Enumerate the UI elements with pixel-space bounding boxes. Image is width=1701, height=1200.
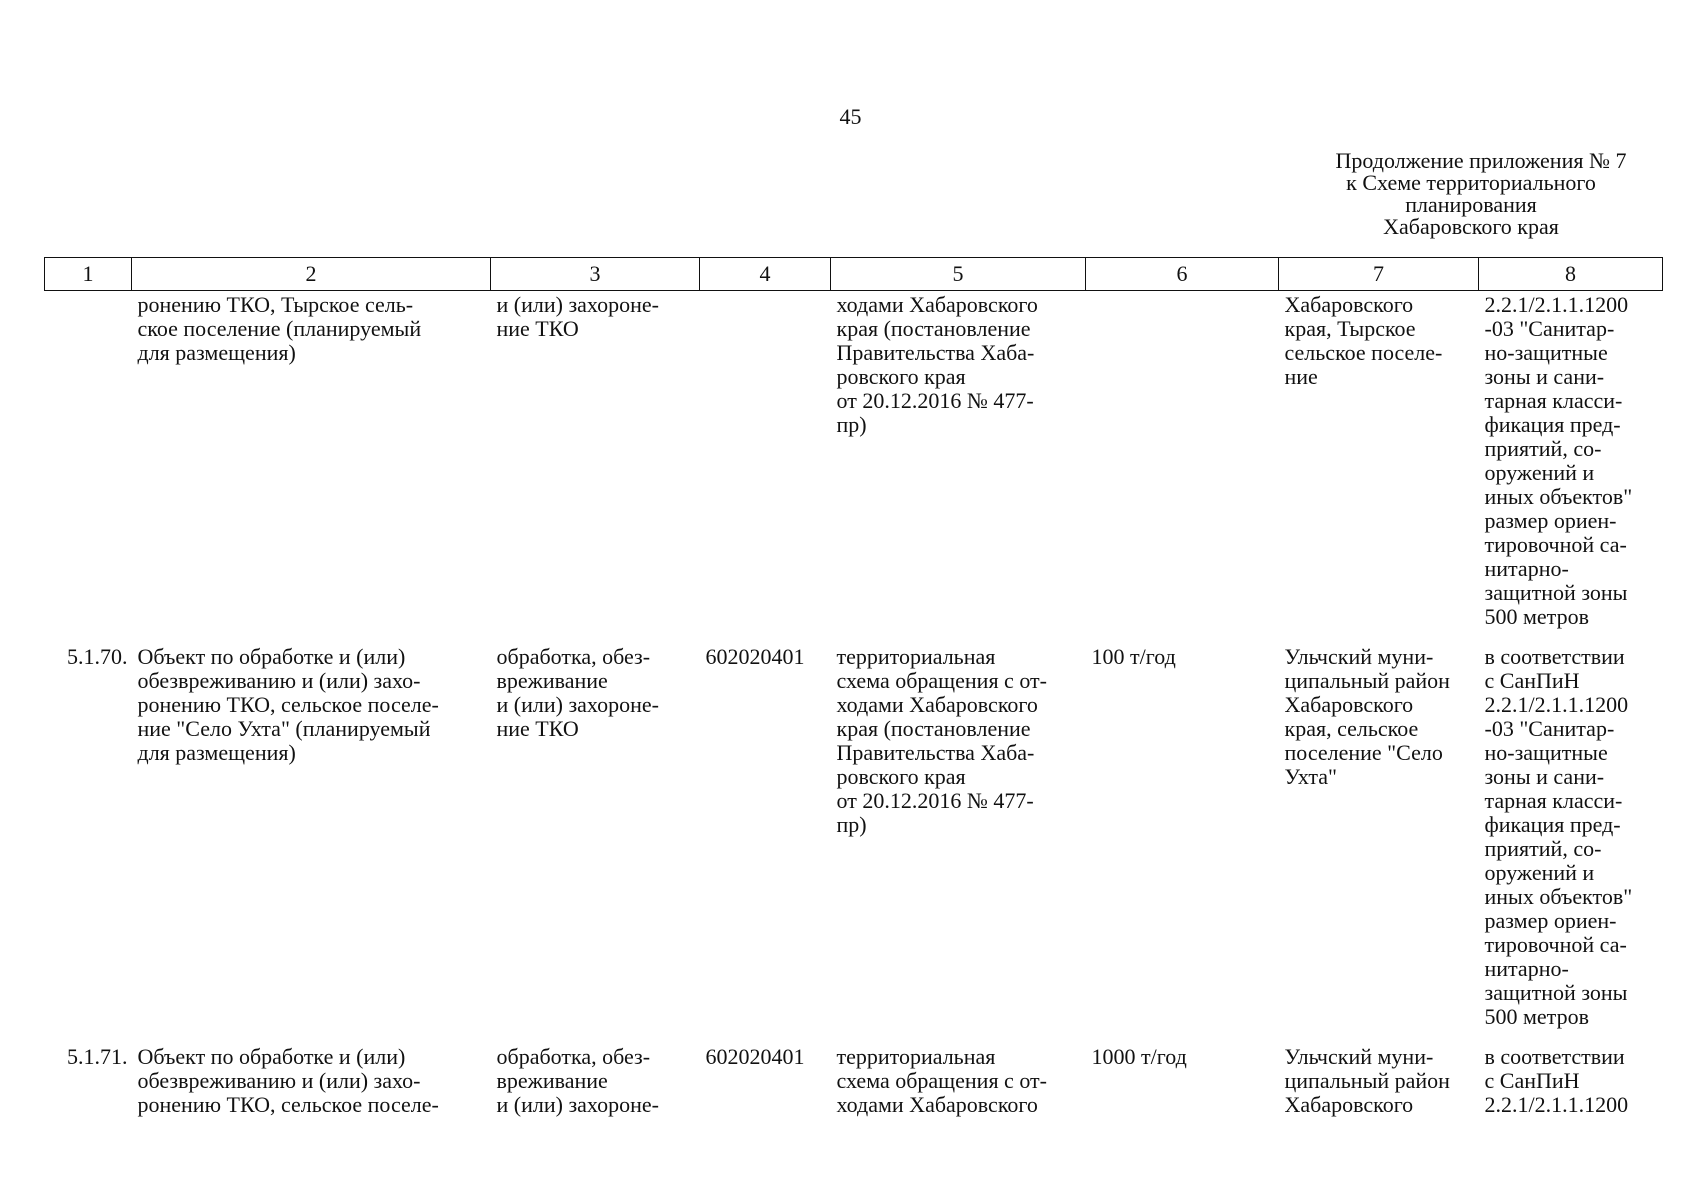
cell-number (45, 291, 132, 644)
table-row-5-1-70 (45, 643, 1663, 1043)
cell-purpose: и (или) захороне- ние ТКО (496, 292, 659, 341)
cell-zone-info: в соответствии с СанПиН 2.2.1/2.1.1.1200 (1484, 1044, 1629, 1117)
page-number: 45 (839, 104, 862, 129)
table-row-5-1-71 (45, 1043, 1663, 1131)
appendix-header-line4: Хабаровского края (1383, 214, 1559, 239)
cell-purpose: обработка, обез- вреживание и (или) захороне- ние ТКО (496, 644, 659, 741)
cell-number: 5.1.70. (67, 644, 128, 669)
column-header-6: 6 (1086, 258, 1279, 291)
cell-capacity (1086, 291, 1279, 644)
appendix-header-line3: планирования (1405, 192, 1537, 217)
cell-basis-document: ходами Хабаровского края (постановление Правительства Хаба- ровского края от 20.12.2016 № 477- пр) (836, 292, 1038, 437)
table-row-continued (45, 291, 1663, 644)
cell-object-name: Объект по обработке и (или) обезвреживанию и (или) захо- ронению ТКО, сельское поселе- (137, 1044, 439, 1117)
column-header-4: 4 (700, 258, 831, 291)
cell-code (700, 291, 831, 644)
cell-object-name: ронению ТКО, Тырское сель- ское поселение (планируемый для размещения) (137, 292, 422, 365)
cell-location: Ульчский муни- ципальный район Хабаровского (1284, 1044, 1450, 1117)
column-header-5: 5 (831, 258, 1086, 291)
appendix-header-line2: к Схеме территориального (1346, 170, 1596, 195)
cell-object-name: Объект по обработке и (или) обезвреживанию и (или) захо- ронению ТКО, сельское поселе- ние "Село Ухта" (планируемый для размещения) (137, 644, 439, 765)
cell-location: Ульчский муни- ципальный район Хабаровского края, сельское поселение "Село Ухта" (1284, 644, 1450, 789)
column-number-row (45, 258, 1663, 291)
cell-zone-info: 2.2.1/2.1.1.1200 -03 "Санитар- но-защитные зоны и сани- тарная класси- фикация пред- приятий, со- оружений и иных объектов" размер ориен- тировочной са- нитарно- защитной зоны 500 метров (1484, 292, 1633, 629)
cell-zone-info: в соответствии с СанПиН 2.2.1/2.1.1.1200 -03 "Санитар- но-защитные зоны и сани- тарная класси- фикация пред- приятий, со- оружений и иных объектов" размер ориен- тировочной са- нитарно- защитной зоны 500 метров (1484, 644, 1633, 1029)
column-header-1: 1 (45, 258, 132, 291)
cell-capacity: 100 т/год (1091, 644, 1176, 669)
cell-purpose: обработка, обез- вреживание и (или) захороне- (496, 1044, 659, 1117)
column-header-8: 8 (1479, 258, 1663, 291)
cell-number: 5.1.71. (67, 1044, 128, 1069)
column-header-3: 3 (491, 258, 700, 291)
cell-basis-document: территориальная схема обращения с от- ходами Хабаровского края (постановление Правительства Хаба- ровского края от 20.12.2016 № 477- пр) (836, 644, 1047, 837)
cell-basis-document: территориальная схема обращения с от- ходами Хабаровского (836, 1044, 1047, 1117)
appendix-header-line1: Продолжение приложения № 7 (1335, 148, 1627, 173)
appendix-header (1291, 150, 1651, 238)
cell-code: 602020401 (705, 644, 805, 669)
cell-location: Хабаровского края, Тырское сельское поселе- ние (1284, 292, 1443, 389)
objects-table (44, 257, 1663, 1131)
column-header-2: 2 (132, 258, 491, 291)
cell-capacity: 1000 т/год (1091, 1044, 1187, 1069)
cell-code: 602020401 (705, 1044, 805, 1069)
column-header-7: 7 (1279, 258, 1479, 291)
